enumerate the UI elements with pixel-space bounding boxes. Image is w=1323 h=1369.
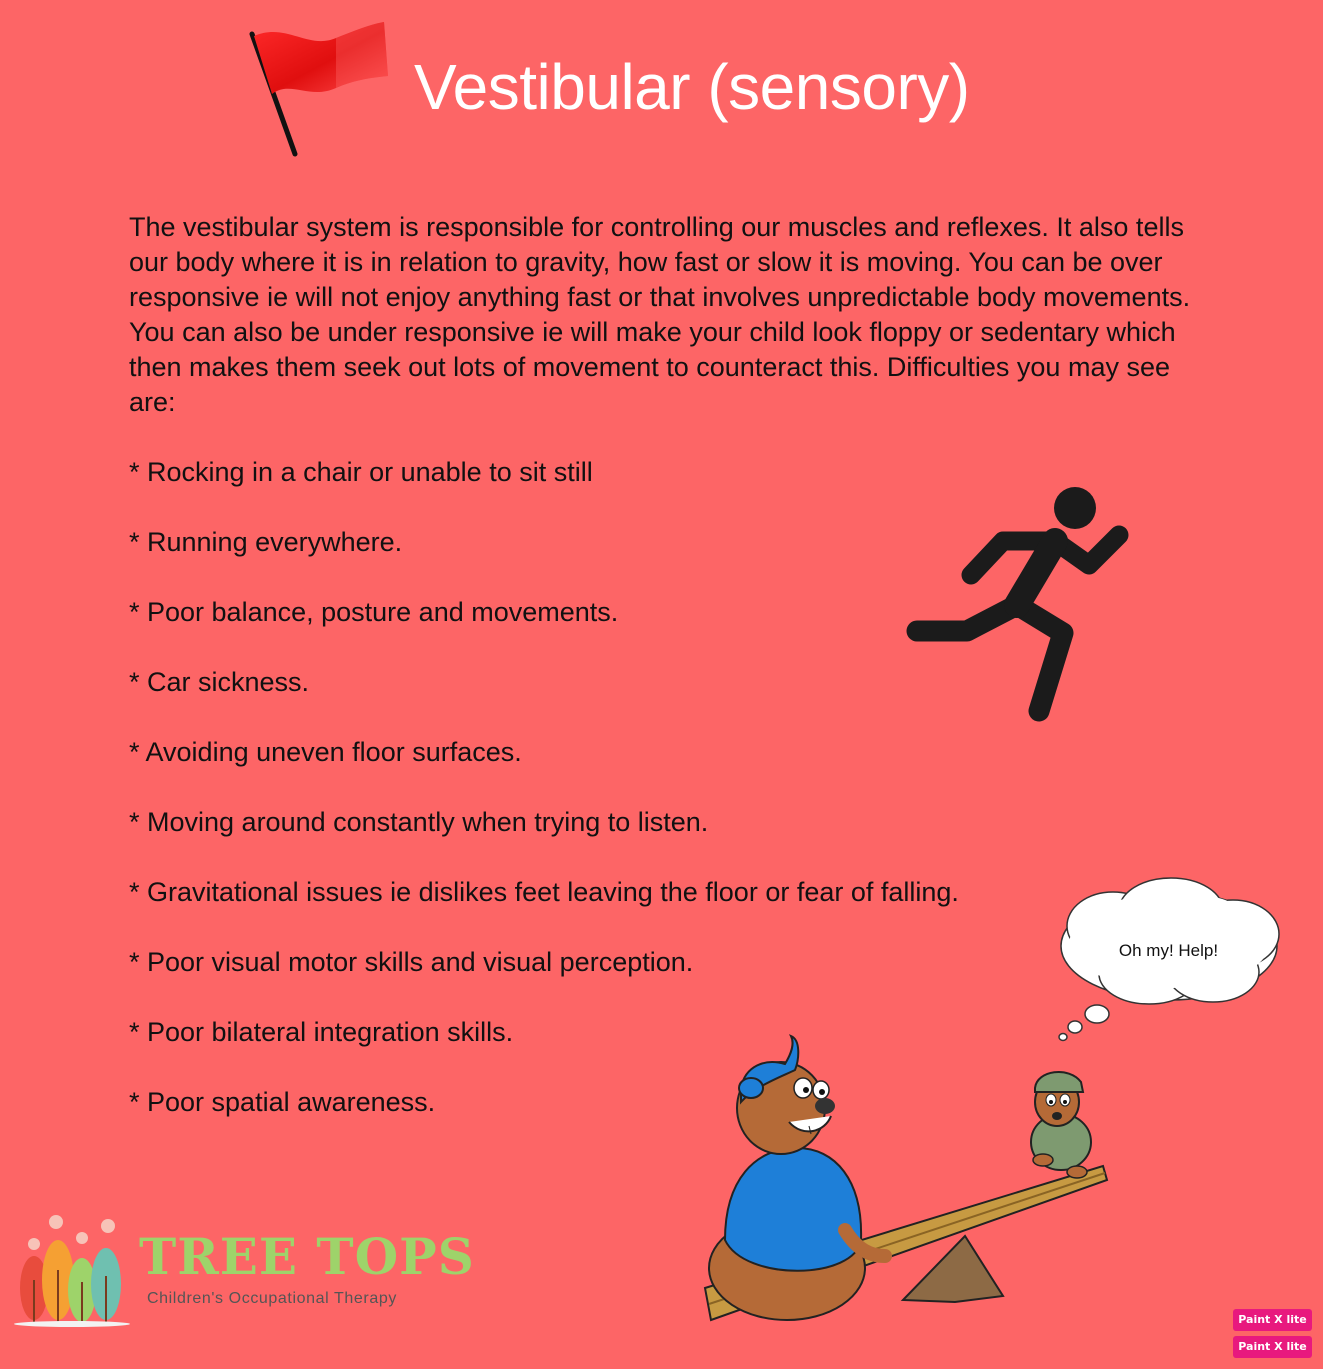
list-item: * Car sickness. (129, 667, 310, 697)
paint-x-lite-badge: Paint X lite (1233, 1309, 1312, 1331)
list-item: * Rocking in a chair or unable to sit still (129, 457, 593, 487)
paint-x-lite-badge: Paint X lite (1233, 1336, 1312, 1358)
list-item: * Poor spatial awareness. (129, 1087, 436, 1117)
red-flag-icon (246, 20, 392, 158)
list-item: * Poor visual motor skills and visual perception. (129, 947, 694, 977)
running-person-icon (905, 485, 1135, 725)
page-title: Vestibular (sensory) (414, 51, 970, 123)
thought-bubble-text: Oh my! Help! (1118, 941, 1219, 960)
intro-paragraph: The vestibular system is responsible for controlling our muscles and reflexes. It also tells our body where it is in relation to gravity, how fast or slow it is moving. You can be over responsive ie will not enjoy anything fast or that involves unpredictable body movements. You can also be under responsive ie will make your child look floppy or sedentary which then makes them seek out lots of movement to counteract this. Difficulties you may see are: (129, 212, 1191, 417)
list-item: * Poor bilateral integration skills. (129, 1017, 514, 1047)
list-item: * Running everywhere. (129, 527, 403, 557)
list-item: * Poor balance, posture and movements. (129, 597, 619, 627)
list-item: * Avoiding uneven floor surfaces. (129, 737, 522, 767)
thought-bubble (1053, 876, 1285, 1046)
logo-tagline: Children's Occupational Therapy (147, 1290, 397, 1307)
trees-icon (14, 1210, 139, 1330)
list-item: * Moving around constantly when trying to listen. (129, 807, 709, 837)
logo-name: TREE TOPS (139, 1227, 475, 1286)
beavers-seesaw-illustration (685, 1030, 1115, 1330)
tree-tops-logo (14, 1210, 475, 1330)
list-item: * Gravitational issues ie dislikes feet leaving the floor or fear of falling. (129, 877, 959, 907)
